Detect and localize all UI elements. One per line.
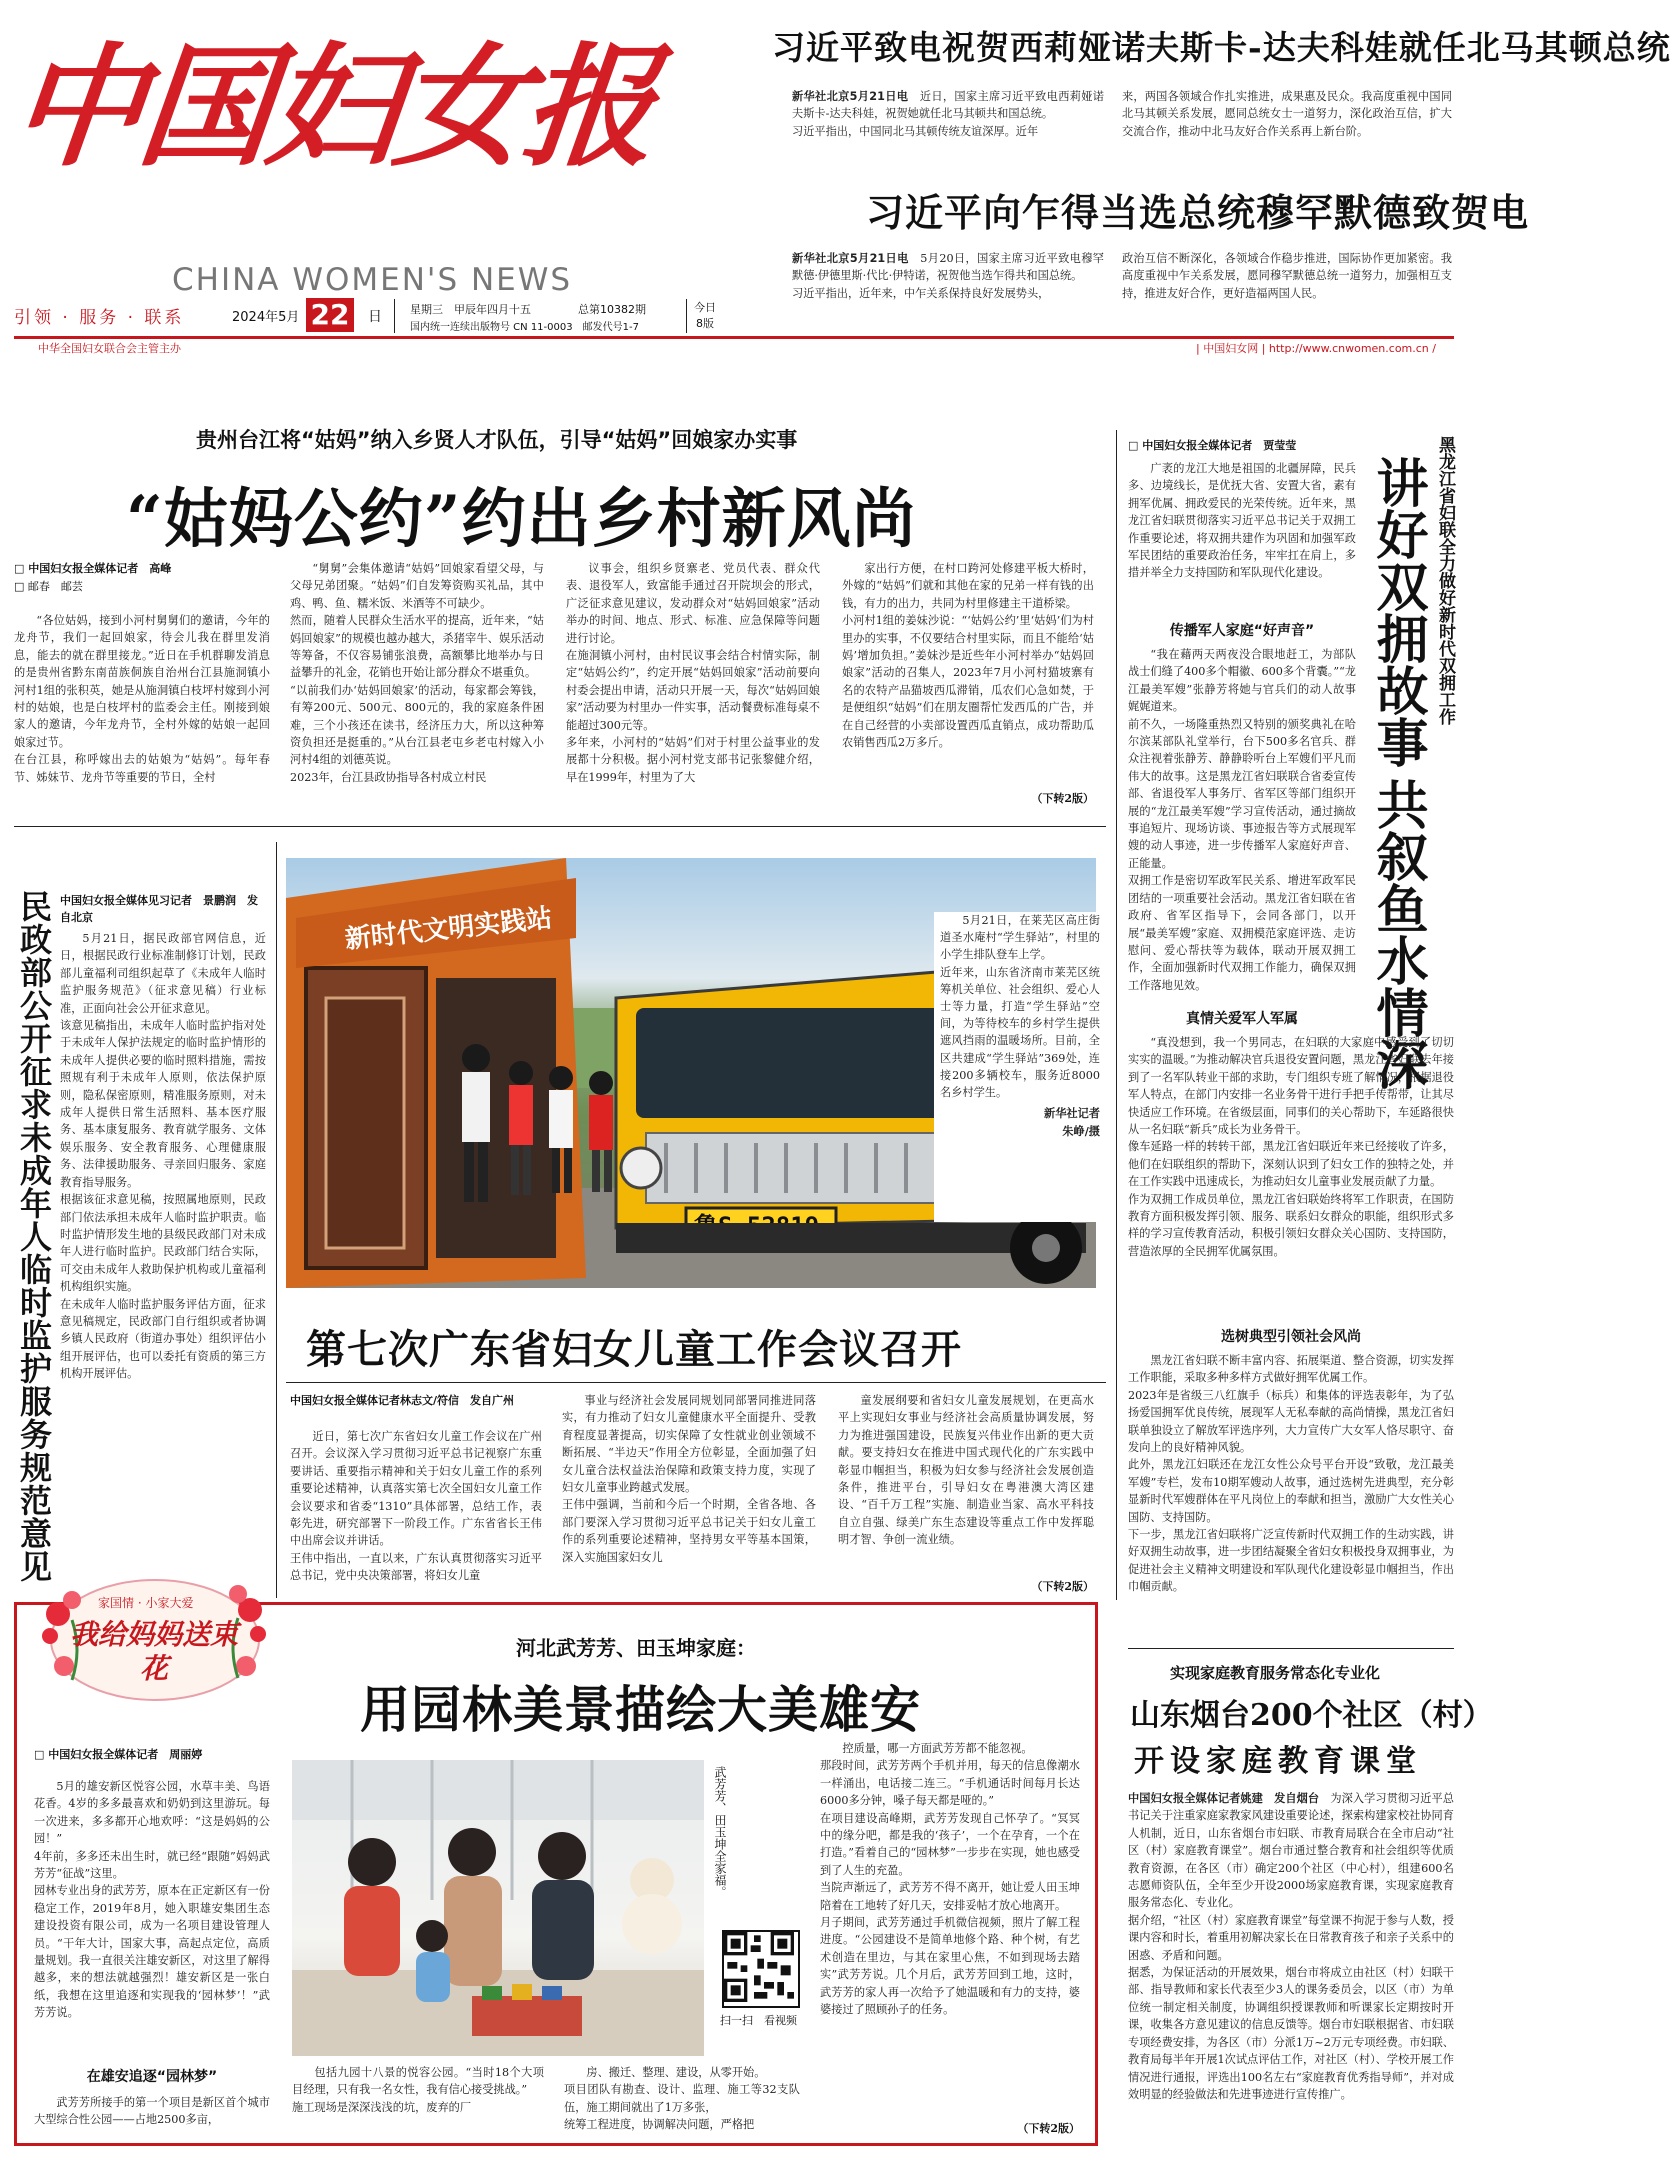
right-story-subhead-3: 选树典型引领社会风尚 <box>1221 1329 1361 1345</box>
guangdong-headline: 第七次广东省妇女儿童工作会议召开 <box>306 1326 962 1373</box>
right-story-section-1b <box>1128 846 1356 1002</box>
feature-text-2: 包括九园十八景的悦容公园。“当时18个大项目经理，只有我一名女性，我有信心接受挑战。” 施工现场是深深浅浅的坑，废弃的厂 <box>292 2066 544 2114</box>
weekday-lunar: 星期三 甲辰年四月十五 <box>410 303 531 316</box>
main-story-text-3: 议事会，组织乡贤寨老、党员代表、群众代表、退役军人，致富能手通过召开院坝会的形式，广泛征求意见建议，发动群众对“姑妈回娘家”活动举办的时间、地点、形式、标准、应急保障等问题进行讨论。 在施洞镇小河村，由村民议事会结合村情实际，制定“姑妈公约”，约定开展“姑妈回娘家”活动前要向村委会提出申请，活动只开展一天，每次“姑妈回娘家”活动要为村里办一件实事，活动餐费标准每桌不能超过300元等。 多年来，小河村的“姑妈”们对于村里公益事业的发展都十分积极。据小河村党支部书记张黎健介绍，早在1999年，村里为了大 <box>566 562 820 784</box>
feature-text-1: 5月的雄安新区悦容公园，水草丰美、鸟语花香。4岁的多多最喜欢和奶奶到这里游玩。每一次进来，多多都开心地欢呼：“这是妈妈的公园！” 4年前，多多还未出生时，就已经“跟随”妈妈武芳芳“征战”这里。 园林专业出身的武芳芳，原本在正定新区有一份稳定工作，2019年8月，她入职雄安集团生态建设投资有限公司，成为一名项目建设管理人员。“干年大计，国家大事，高起点定位，高质量规划。我一直很关注雄安新区，对这里了解得越多，来的想法就越强烈！雄安新区是一张白纸，我想在这里追逐和实现我的‘园林梦’！”武芳芳说。 <box>34 1780 270 2020</box>
station-sign-text: 新时代文明实践站 <box>343 903 554 955</box>
feature-byline: □ 中国妇女报全媒体记者 周丽婷 <box>34 1748 203 1761</box>
feature-col-1b <box>34 2094 270 2138</box>
feature-continue: （下转2版） <box>1017 2122 1080 2135</box>
feature-col-1 <box>34 1778 270 2064</box>
main-story-text-4: 家出行方便，在村口跨河处修建平板大桥时，外嫁的“姑妈”们就和其他在家的兄弟一样有钱的出钱，有力的出力，共同为村里修建主干道桥梁。 小河村1组的姜妹沙说：“‘姑妈公约’里‘姑妈’们为村里办的实事，不仅要结合村里实际，而且不能给‘姑妈’增加负担。”姜妹沙是近些年小河村举办“姑妈回娘家”活动的召集人，2023年7月小河村猫坡寨有名的农特产品猫坡西瓜滞销，瓜农们心急如焚，于是便组织“姑妈”们在朋友圈帮忙发西瓜的广告，并在自己经营的小卖部设置西瓜直销点，成功帮助瓜农销售西瓜2万多斤。 <box>842 562 1094 750</box>
feature-col-2 <box>292 2064 544 2138</box>
feature-badge-top: 家国情 · 小家大爱 <box>98 1596 194 1610</box>
right-story-text-2: “真没想到，我一个男同志，在妇联的大家庭中感受到了切切实实的温暖。”为推动解决官兵退役安置问题，黑龙江省妇联去年接到了一名军队转业干部的求助，专门组织专班了解情况，根据退役军人特点，在部门内安排一名业务骨干进行手把手传帮带，让其尽快适应工作环境。在省级层面，同事们的关心帮助下，车延路很快从一名妇联“新兵”成长为业务骨干。 像车延路一样的转转干部，黑龙江省妇联近年来已经接收了许多，他们在妇联组织的帮助下，深刻认识到了妇女工作的独特之处，并在工作实践中迅速成长，为推动妇女儿童事业发展贡献了力量。 作为双拥工作成员单位，黑龙江省妇联始终将军工作职责，在国防教育方面积极发挥引领、服务、联系妇女群众的职能，组织形式多样的学习宣传教育活动，积极引领妇女群众关心国防、支持国防，营造浓厚的全民拥军优属氛围。 <box>1128 1036 1454 1258</box>
yantai-text: 为深入学习贯彻习近平总书记关于注重家庭家教家风建设重要论述，探索构建家校社协同育人机制，近日，山东省烟台市妇联、市教育局联合在全市启动“社区（村）家庭教育课堂”。烟台市通过整合教育和社会组织等优质教育资源，在各区（市）确定200个社区（中心村），组建600名志愿师资队伍，全年至少开设2000场家庭教育课，实现家庭教育服务常态化、专业化。 据介绍，“社区（村）家庭教育课堂”每堂课不拘泥于参与人数，授课内容和时长，着重用初解决家长在日常教育孩子和亲子关系中的困惑、矛盾和问题。 据悉，为保证活动的开展效果，烟台市将成立由社区（村）妇联干部、指导教师和家长代表至少3人的课务委员会，以区（市）为单位统一制定相关制度，协调组织授课教师和听课家长定期按时开课，收集各方意见建议的信息反馈等。烟台市妇联根据省、市妇联专项经费安排，为各区（市）分派1万~2万元专项经费。市妇联、教育局每半年开展1次试点评估工作，对社区（村）、学校开展工作情况进行通报，评选出100名左右“家庭教育优秀指导师”，并对成效明显的经验做法和先进事迹进行宣传推广。 <box>1128 1792 1454 2101</box>
website-line: | 中国妇女网 | http://www.cnwomen.com.cn / <box>1196 342 1436 355</box>
guangdong-col-2 <box>562 1392 816 1598</box>
guangdong-col-1 <box>290 1428 542 1598</box>
guangdong-text-1: 近日，第七次广东省妇女儿童工作会议在广州召开。会议深入学习贯彻习近平总书记视察广东重要讲话、重要指示精神和关于妇女儿童工作的系列重要论述精神，认真落实第七次全国妇女儿童工作会议要求和省委“1310”具体部署，总结工作，表彰先进，研究部署下一阶段工作。广东省省长王伟中出席会议并讲话。 王伟中指出，一直以来，广东认真贯彻落实习近平总书记，党中央决策部署，将妇女儿童 <box>290 1430 542 1583</box>
right-story-subhead-1: 传播军人家庭“好声音” <box>1169 623 1315 639</box>
yantai-headline-b: 开设家庭教育课堂 <box>1134 1744 1422 1779</box>
feature-text-4: 控质量，哪一方面武芳芳都不能忽视。 那段时间，武芳芳两个手机并用，每天的信息像潮水一样涌出，电话接二连三。“手机通话时间每月长达6000多分钟，嗓子每天都是哑的。” 在项目建设高峰期，武芳芳发现自己怀孕了。“冥冥中的缘分吧，都是我的‘孩子’，一个在孕育，一个在打造。”看着自己的“园林梦”一步步在实现，她也感受到了人生的充盈。 当院声渐远了，武芳芳不得不离开，她让爱人田玉坤陪着在工地转了好几天，安排妥帖才放心地离开。 月子期间，武芳芳通过手机微信视频，照片了解工程进度。“公园建设不是简单地修个路、种个树，有艺术创造在里边，与其在家里心焦，不如到现场去踏实”武芳芳说。几个月后，武芳芳回到工地，这时，武芳芳的家人再一次给予了她温暖和有力的支持，婆婆接过了照顾孙子的任务。 <box>820 1742 1080 2017</box>
top-news-2-lead: 新华社北京5月21日电 <box>792 252 909 265</box>
date-year-month: 2024年5月 <box>232 310 300 325</box>
photo-credit: 新华社记者 朱峥/摄 <box>1044 1106 1100 1138</box>
main-story-col-2 <box>290 560 544 812</box>
top-news-1-text-b: 来，两国各领域合作扎实推进，成果惠及民众。我高度重视中国同北马其顿关系发展，愿同总统女士一道努力，深化政治互信，扩大交流合作，推动中北马友好合作关系再上新台阶。 <box>1122 90 1452 138</box>
main-story-headline: “姑妈公约”约出乡村新风尚 <box>126 482 917 557</box>
guangdong-continue: （下转2版） <box>1031 1580 1094 1593</box>
right-story-headline-b: 共叙鱼水情深 <box>1367 778 1428 1090</box>
left-story-text: 5月21日，据民政部官网信息，近日，根据民政行业标准制修订计划，民政部儿童福利司组织起草了《未成年人临时监护服务规范》（征求意见稿）行业标准，正面向社会公开征求意见。 该意见稿指出，未成年人临时监护指对处于未成年人保护法规定的临时监护情形的未成年人提供必要的临时照料措施，需按照规有利于未成年人原则，依法保护原则，隐私保密原则，精准服务原则，对未成年人提供日常生活照料、基本医疗服务、基本康复服务、教育就学服务、文体娱乐服务、安全教育服务、心理健康服务、法律援助服务、寻亲回归服务、家庭教育指导服务。 根据该征求意见稿，按照属地原则，民政部门依法承担未成年人临时监护职责。临时监护情形发生地的县级民政部门对未成年人进行临时监护。民政部门结合实际，可交由未成年人救助保护机构或儿童福利机构组织实施。 在未成年人临时监护服务评估方面，征求意见稿规定，民政部门自行组织或者协调乡镇人民政府（街道办事处）组织评估小组开展评估，也可以委托有资质的第三方机构开展评估。 <box>60 932 266 1381</box>
guangdong-byline: 中国妇女报全媒体记者林志文/符信 发自广州 <box>290 1394 515 1407</box>
feature-subhead: 在雄安追逐“园林梦” <box>86 2069 218 2085</box>
yantai-kicker: 实现家庭教育服务常态化专业化 <box>1170 1664 1381 1682</box>
top-news-2-text-b: 政治互信不断深化，各领域合作稳步推进，国际协作更加紧密。我高度重视中乍关系发展，愿同穆罕默德总统一道努力，加强相互支持，推进友好合作，更好造福两国人民。 <box>1122 252 1452 300</box>
right-story-intro <box>1128 460 1356 610</box>
right-story-section-2 <box>1128 1034 1454 1314</box>
top-news-1-text-a: 近日，国家主席习近平致电西莉娅诺夫斯卡-达夫科娃，祝贺她就任北马其顿共和国总统。 习近平指出，中国同北马其顿传统友谊深厚。近年 <box>792 90 1104 138</box>
page-count: 今日 8版 <box>694 301 716 330</box>
masthead-logo: 中国妇女报 <box>3 30 661 185</box>
masthead-english-name: CHINA WOMEN'S NEWS <box>172 262 573 298</box>
guangdong-col-3 <box>838 1392 1094 1578</box>
main-story-col-3 <box>566 560 820 812</box>
main-story-col-1 <box>14 612 270 812</box>
main-story-col-4 <box>842 560 1094 788</box>
sponsor-line: 中华全国妇女联合会主管主办 <box>38 342 181 355</box>
top-news-2-col2 <box>1122 250 1452 322</box>
family-photo <box>292 1760 704 2056</box>
main-story-text-1: “各位姑妈，接到小河村舅舅们的邀请，今年的龙舟节，我们一起回娘家，待会儿我在群里发消息，能去的就在群里接龙。”近日在手机群聊发消息的是贵州省黔东南苗族侗族自治州台江县施洞镇小河村1组的张积英，她是从施洞镇白枝坪村嫁到小河村的姑娘，也是白枝坪村的监委会主任。刚接到娘家人的邀请，今年龙舟节，全村外嫁的姑娘一起回娘家过节。 在台江县，称呼嫁出去的姑娘为“姑妈”。每年春节、姊妹节、龙舟节等重要的节日，全村 <box>14 614 270 784</box>
right-story-intro-text: 广袤的龙江大地是祖国的北疆屏障，民兵多、边境线长，是优抚大省、安置大省，素有拥军优属、拥政爱民的光荣传统。近年来，黑龙江省妇联贯彻落实习近平总书记关于双拥工作重要论述，将双拥共建作为巩固和加强军政军民团结的重要政治任务，牢牢扛在肩上，多措并举全力支持国防和军队现代化建设。 <box>1128 462 1356 580</box>
left-story-headline: 民政部公开征求未成年人临时监护服务规范意见 <box>15 890 53 1583</box>
feature-text-3: 房、搬迁、整理、建设，从零开始。 项目团队有勘查、设计、监理、施工等32支队伍，施工期间就出了1万多张， 统筹工程进度，协调解决问题，严格把 <box>564 2066 800 2132</box>
top-news-1-headline: 习近平致电祝贺西莉娅诺夫斯卡-达夫科娃就任北马其顿总统 <box>772 28 1671 67</box>
guangdong-text-3: 童发展纲要和省妇女儿童发展规划，在更高水平上实现妇女事业与经济社会高质量协调发展，努力为推进强国建设，民族复兴伟业作出新的更大贡献。要支持妇女在推进中国式现代化的广东实践中彰显巾帼担当，积极为妇女参与经济社会发展创造条件，推进平台，引导妇女在粤港澳大湾区建设、“百千万工程”实施、制造业当家、高水平科技自立自强、绿美广东生态建设等重点工作中发挥聪明才智、争创一流业绩。 <box>838 1394 1094 1547</box>
main-story-byline-2: □ 邮春 邮芸 <box>14 580 83 593</box>
feature-col-3 <box>564 2064 800 2138</box>
right-story-subhead-2: 真情关爱军人军属 <box>1186 1011 1298 1027</box>
yantai-body <box>1128 1790 1454 2150</box>
family-illustration <box>292 1760 704 2056</box>
right-story-vertical-kicker: 黑龙江省妇联全力做好新时代双拥工作 <box>1435 436 1455 725</box>
main-story-kicker: 贵州台江将“姑妈”纳入乡贤人才队伍，引导“姑妈”回娘家办实事 <box>196 428 798 452</box>
qr-caption: 扫一扫 看视频 <box>720 2014 797 2027</box>
photo-caption-text: 5月21日，在莱芜区高庄街道圣水庵村“学生驿站”，村里的小学生排队登车上学。 近年来，山东省济南市莱芜区统筹机关单位、社会组织、爱心人士等力量，打造“学生驿站”空间，为等待校车的乡村学生提供遮风挡雨的温暖场所。目前，全区共建成“学生驿站”369处，连接200多辆校车，服务近8000名乡村学生。 <box>940 914 1100 1100</box>
top-news-1-col2 <box>1122 88 1452 158</box>
feature-kicker: 河北武芳芳、田玉坤家庭： <box>516 1636 756 1660</box>
feature-badge-main: 我给妈妈送束花 <box>69 1618 238 1685</box>
top-news-1-col1 <box>792 88 1104 158</box>
main-story-byline-1: □ 中国妇女报全媒体记者 高峰 <box>14 562 172 575</box>
issue-number: 总第10382期 <box>578 303 646 316</box>
main-story-text-2: “舅舅”会集体邀请“姑妈”回娘家看望父母，与父母兄弟团聚。“姑妈”们自发筹资购买礼品，其中鸡、鸭、鱼、糯米饭、米酒等不可缺少。 然而，随着人民群众生活水平的提高，近年来，“姑妈回娘家”的规模也越办越大，杀猪宰牛、娱乐活动等筹备，不仅容易铺张浪费，高额攀比地举办与日益攀升的礼金，花销也开始让部分群众不堪重负。 “以前我们办‘姑妈回娘家’的活动，每家都会筹钱，有筹200元、500元、800元的，我的家庭条件困难，三个小孩还在读书，经济压力大，所以这种筹资负担还是挺重的。”从台江县老屯乡老屯村嫁入小河村4组的刘德英说。 2023年，台江县政协指导各村成立村民 <box>290 562 544 784</box>
left-story-byline: 中国妇女报全媒体见习记者 景鹏润 发自北京 <box>60 894 258 924</box>
right-story-section-3 <box>1128 1352 1454 1630</box>
right-story-byline: □ 中国妇女报全媒体记者 贾莹莹 <box>1128 439 1297 452</box>
top-news-2-text-a: 5月20日，国家主席习近平致电穆罕默德·伊德里斯·代比·伊特诺，祝贺他当选乍得共和国总统。 习近平指出，近年来，中乍关系保持良好发展势头， <box>792 252 1104 300</box>
right-story-text-3: 黑龙江省妇联不断丰富内容、拓展渠道、整合资源，切实发挥工作职能，采取多种多样方式做好拥军优属工作。 2023年是省级三八红旗手（标兵）和集体的评选表彰年，为了弘扬爱国拥军优良传统，展现军人无私奉献的高尚情操，黑龙江省妇联单独设立了解放军评选序列，大力宣传广大女军人恪尽职守、奋发向上的良好精神风貌。 此外，黑龙江妇联还在龙江女性公众号平台开设“致敬，龙江最美军嫂”专栏，发布10期军嫂动人故事，通过选树先进典型，充分彰显新时代军嫂群体在平凡岗位上的奉献和担当，激励广大女性关心国防、支持国防。 下一步，黑龙江省妇联将广泛宣传新时代双拥工作的生动实践，讲好双拥生动故事，进一步团结凝聚全省妇女积极投身双拥事业，为促进社会主义精神文明建设和军队现代化建设彰显巾帼担当，作出巾帼贡献。 <box>1128 1354 1454 1594</box>
date-day-suffix: 日 <box>368 309 382 325</box>
top-news-2-headline: 习近平向乍得当选总统穆罕默德致贺电 <box>866 190 1530 235</box>
main-story-continue: （下转2版） <box>1031 792 1094 805</box>
right-story-text-1: “我在藉两天两夜没合眼地赶工，为部队战士们缝了400多个帽徽、600多个背囊。”“龙江最美军嫂”张静芳将她与官兵们的动人故事娓娓道来。 前不久，一场隆重热烈又特别的颁奖典礼在哈尔滨某部队礼堂举行，台下500多名官兵、群众注视着张静芳、静静聆听台上军嫂们平凡而伟大的故事。这是黑龙江省妇联联合省委宣传部、省退役军人事务厅、省军区等部门组织开展的“龙江最美军嫂”学习宣传活动，通过摘故事追短片、现场访谈、事迹报告等方式展现军嫂的动人事迹，进一步传播军人家庭好声音、正能量。 双拥工作是密切军政军民关系、增进军政军民团结的一项重要社会活动。黑龙江省妇联在省政府、省军区指导下，会同各部门，以开展“最美军嫂”家庭、双拥模范家庭评选、走访慰问、爱心帮扶等为载体，联动开展双拥工作，全面加强新时代双拥工作能力，确保双拥工作落地见效。 <box>1128 648 1356 992</box>
photo-caption <box>934 912 1100 1222</box>
top-news-1-lead: 新华社北京5月21日电 <box>792 90 909 103</box>
feature-col-4 <box>820 1740 1080 2120</box>
masthead-slogan: 引领 · 服务 · 联系 <box>14 308 185 328</box>
publication-number: 国内统一连续出版物号 CN 11-0003 邮发代号1-7 <box>410 322 639 333</box>
date-day: 22 <box>306 298 354 332</box>
qr-code-icon <box>724 1932 794 2002</box>
video-qr-code[interactable] <box>722 1930 800 2008</box>
left-story-body <box>60 930 266 1526</box>
feature-headline: 用园林美景描绘大美雄安 <box>360 1680 921 1739</box>
top-news-2-col1 <box>792 250 1104 322</box>
yantai-headline-a: 山东烟台200个社区（村） <box>1130 1698 1493 1733</box>
yantai-byline: 中国妇女报全媒体记者姚建 发自烟台 <box>1128 1792 1320 1805</box>
family-photo-caption: 武芳芳、田玉坤全家福。 <box>713 1766 727 1898</box>
feature-text-1b: 武芳芳所接手的第一个项目是新区首个城市大型综合性公园——占地2500多亩， <box>34 2096 270 2127</box>
right-story-headline-a: 讲好双拥故事 <box>1367 456 1428 768</box>
guangdong-text-2: 事业与经济社会发展同规划同部署同推进同落实，有力推动了妇女儿童健康水平全面提升、受教育程度显著提高，切实保障了女性就业创业领域不断拓展、“半边天”作用全方位彰显，全面加强了妇女儿童合法权益法治保障和政策支持力度，实现了妇女儿童事业跨越式发展。 王伟中强调，当前和今后一个时期，全省各地、各部门要深入学习贯彻习近平总书记关于妇女儿童工作的系列重要论述精神，坚持男女平等基本国策，深入实施国家妇女儿 <box>562 1394 816 1564</box>
